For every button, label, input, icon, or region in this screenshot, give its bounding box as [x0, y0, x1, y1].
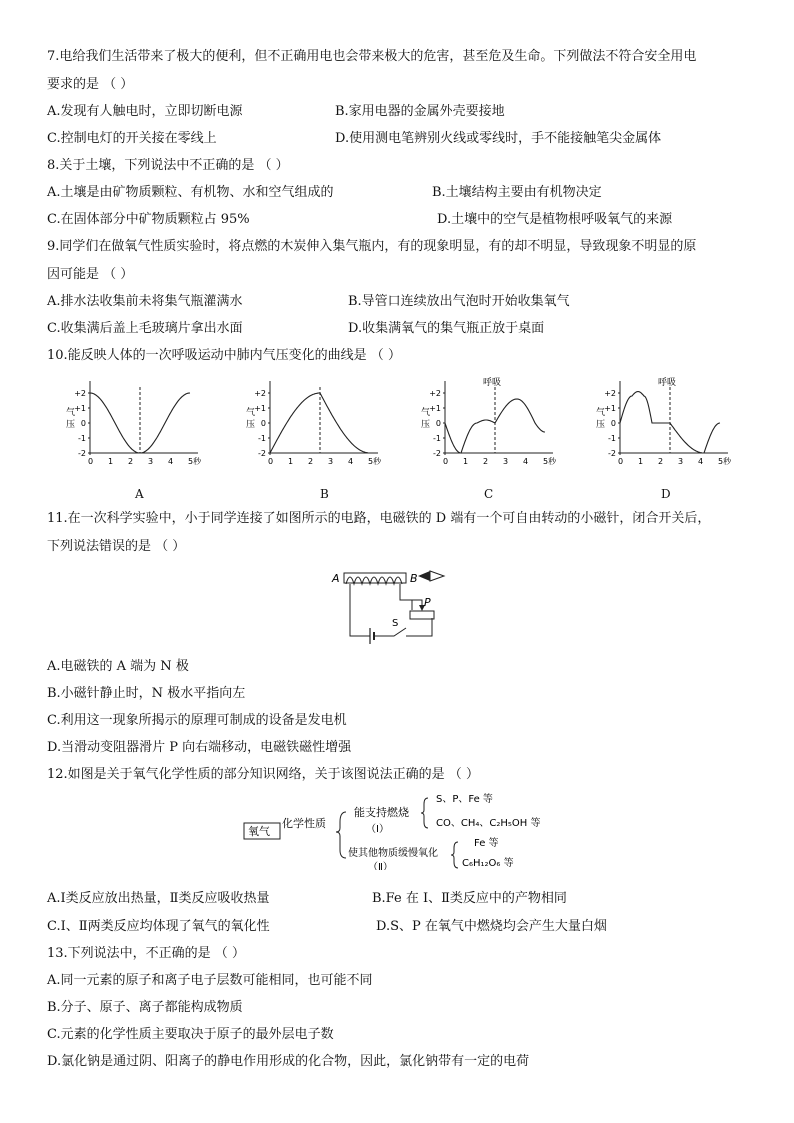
q12-chem-label: 化学性质	[282, 817, 326, 830]
q9-option-a: A.排水法收集前未将集气瓶灌满水	[47, 294, 243, 309]
q10-stem: 10.能反映人体的一次呼吸运动中肺内气压变化的曲线是 （ ）	[47, 348, 401, 363]
y-tick-label: -1	[433, 434, 441, 443]
q12-option-d: D.S、P 在氧气中燃烧均会产生大量白烟	[376, 919, 607, 934]
y-tick-label: -2	[78, 449, 86, 458]
q8-option-d: D.土壤中的空气是植物根呼吸氧气的来源	[437, 212, 673, 227]
x-tick-label: 3	[328, 457, 334, 466]
q12-knowledge-network	[240, 790, 570, 870]
y-tick-label: +1	[604, 404, 616, 413]
q9-stem-line1: 9.同学们在做氧气性质实验时，将点燃的木炭伸入集气瓶内，有的现象明显，有的却不明显，导致现象不明显的原	[47, 239, 697, 254]
y-tick-label: -2	[608, 449, 616, 458]
q12-burn-number: （Ⅰ）	[366, 824, 389, 835]
q13-option-c: C.元素的化学性质主要取决于原子的最外层电子数	[47, 1027, 334, 1042]
y-axis-label: 气	[596, 408, 606, 418]
y-tick-label: -2	[258, 449, 266, 458]
q11-label-p: P	[424, 596, 431, 609]
y-tick-label: -1	[78, 434, 86, 443]
y-axis-label: 压	[596, 420, 606, 430]
x-tick-label: 4	[523, 457, 529, 466]
q13-option-b: B.分子、原子、离子都能构成物质	[47, 1000, 243, 1015]
x-tick-label: 5秒	[368, 457, 382, 466]
y-axis-label: 压	[246, 420, 256, 430]
x-tick-label: 1	[638, 457, 644, 466]
compass-needle-icon	[418, 571, 430, 581]
x-tick-label: 1	[288, 457, 294, 466]
x-tick-label: 4	[168, 457, 174, 466]
q10-graph-d-label: D	[661, 487, 671, 501]
q11-option-a: A.电磁铁的 A 端为 N 极	[47, 659, 189, 674]
q8-option-b: B.土壤结构主要由有机物决定	[432, 185, 602, 200]
q12-slow-item-2: C₆H₁₂O₆ 等	[462, 858, 514, 869]
q10-graph-a-label: A	[135, 487, 144, 501]
y-axis-label: 压	[66, 420, 76, 430]
y-tick-label: 0	[610, 419, 616, 428]
q11-stem-line1: 11.在一次科学实验中，小于同学连接了如图所示的电路，电磁铁的 D 端有一个可自由转动的小磁针，闭合开关后，	[47, 511, 711, 526]
pressure-graph-a	[66, 381, 202, 466]
x-tick-label: 3	[503, 457, 509, 466]
q12-stem: 12.如图是关于氧气化学性质的部分知识网络，关于该图说法正确的是 （ ）	[47, 767, 479, 782]
x-tick-label: 5秒	[543, 457, 557, 466]
q13-option-a: A.同一元素的原子和离子电子层数可能相同，也可能不同	[47, 973, 373, 988]
q13-option-d: D.氯化钠是通过阴、阳离子的静电作用形成的化合物，因此，氯化钠带有一定的电荷	[47, 1054, 530, 1069]
x-tick-label: 4	[348, 457, 354, 466]
q9-option-c: C.收集满后盖上毛玻璃片拿出水面	[47, 321, 243, 336]
x-tick-label: 5秒	[188, 457, 202, 466]
graph-annotation: 呼吸	[658, 378, 677, 388]
x-tick-label: 0	[618, 457, 624, 466]
x-tick-label: 3	[678, 457, 684, 466]
pressure-graph-d	[596, 376, 732, 466]
y-tick-label: +1	[254, 404, 266, 413]
x-tick-label: 0	[268, 457, 274, 466]
x-tick-label: 1	[463, 457, 469, 466]
y-tick-label: 0	[260, 419, 266, 428]
q11-circuit-figure	[330, 566, 470, 646]
y-axis-label: 气	[421, 408, 431, 418]
y-tick-label: +2	[604, 389, 616, 398]
y-tick-label: -1	[608, 434, 616, 443]
q11-option-d: D.当滑动变阻器滑片 P 向右端移动，电磁铁磁性增强	[47, 740, 352, 755]
pressure-graph-b	[246, 381, 382, 466]
x-tick-label: 4	[698, 457, 704, 466]
q11-label-a: A	[332, 572, 340, 585]
y-tick-label: +2	[74, 389, 86, 398]
q7-option-b: B.家用电器的金属外壳要接地	[335, 104, 505, 119]
y-tick-label: 0	[80, 419, 86, 428]
y-tick-label: +2	[429, 389, 441, 398]
q12-slow-item-1: Fe 等	[474, 838, 499, 849]
x-tick-label: 2	[483, 457, 489, 466]
q11-label-s: S	[392, 618, 399, 629]
x-tick-label: 2	[658, 457, 664, 466]
x-tick-label: 3	[148, 457, 154, 466]
q11-option-c: C.利用这一现象所揭示的原理可制成的设备是发电机	[47, 713, 347, 728]
q10-graphs	[60, 373, 750, 505]
y-tick-label: +1	[429, 404, 441, 413]
q9-option-d: D.收集满氧气的集气瓶正放于桌面	[348, 321, 545, 336]
y-tick-label: -1	[258, 434, 266, 443]
q12-slow-label: 使其他物质缓慢氧化	[348, 848, 438, 859]
y-axis-label: 气	[246, 408, 256, 418]
q7-option-a: A.发现有人触电时，立即切断电源	[47, 104, 243, 119]
y-axis-label: 气	[66, 408, 76, 418]
q9-stem-line2: 因可能是 （ ）	[47, 267, 134, 282]
q12-burn-item-2: CO、CH₄、C₂H₅OH 等	[436, 818, 541, 829]
q8-stem: 8.关于土壤，下列说法中不正确的是 （ ）	[47, 158, 289, 173]
q9-option-b: B.导管口连续放出气泡时开始收集氧气	[348, 294, 570, 309]
pressure-graph-c	[421, 376, 557, 466]
q10-graph-c-label: C	[484, 487, 494, 501]
q7-option-d: D.使用测电笔辨别火线或零线时，手不能接触笔尖金属体	[335, 131, 662, 146]
q7-stem-line1: 7.电给我们生活带来了极大的便利，但不正确用电也会带来极大的危害，甚至危及生命。下列做法不符合安全用电	[47, 49, 697, 64]
x-tick-label: 2	[128, 457, 134, 466]
y-tick-label: +2	[254, 389, 266, 398]
q12-burn-label: 能支持燃烧	[354, 806, 409, 819]
q12-option-c: C.Ⅰ、Ⅱ两类反应均体现了氧气的氧化性	[47, 919, 270, 934]
q12-burn-item-1: S、P、Fe 等	[436, 794, 493, 805]
q11-stem-line2: 下列说法错误的是 （ ）	[47, 539, 186, 554]
x-tick-label: 1	[108, 457, 114, 466]
q10-graph-b-label: B	[320, 487, 329, 501]
y-tick-label: 0	[435, 419, 441, 428]
q12-option-a: A.Ⅰ类反应放出热量，Ⅱ类反应吸收热量	[47, 891, 270, 906]
q12-option-b: B.Fe 在 Ⅰ、Ⅱ类反应中的产物相同	[372, 891, 567, 906]
q12-oxygen-box: 氧气	[248, 825, 270, 838]
y-tick-label: -2	[433, 449, 441, 458]
q7-stem-line2: 要求的是 （ ）	[47, 77, 134, 92]
graph-annotation: 呼吸	[483, 378, 502, 388]
x-tick-label: 2	[308, 457, 314, 466]
q8-option-c: C.在固体部分中矿物质颗粒占 95%	[47, 212, 250, 227]
q8-option-a: A.土壤是由矿物质颗粒、有机物、水和空气组成的	[47, 185, 334, 200]
q11-option-b: B.小磁针静止时，N 极水平指向左	[47, 686, 246, 701]
q13-stem: 13.下列说法中，不正确的是 （ ）	[47, 946, 245, 961]
y-tick-label: +1	[74, 404, 86, 413]
x-tick-label: 5秒	[718, 457, 732, 466]
x-tick-label: 0	[443, 457, 449, 466]
x-tick-label: 0	[88, 457, 94, 466]
q7-option-c: C.控制电灯的开关接在零线上	[47, 131, 217, 146]
q11-label-b: B	[410, 572, 418, 585]
y-axis-label: 压	[421, 420, 431, 430]
q12-slow-number: （Ⅱ）	[368, 862, 393, 870]
